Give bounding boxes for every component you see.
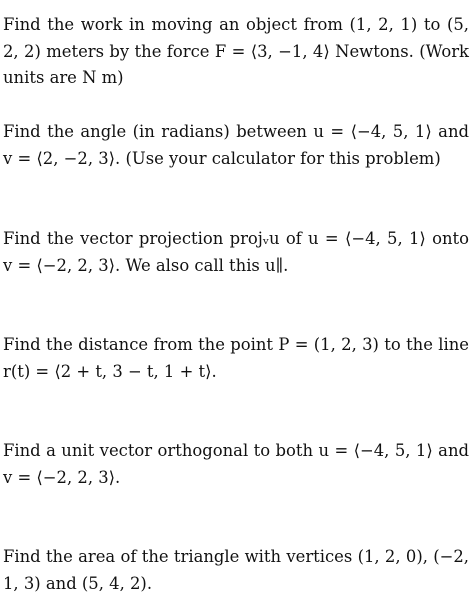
problem-distance: Find the distance from the point P = (1, 2, 3) to the line r(t) = ⟨2 + t, 3 − t, 1 + t⟩. [3, 335, 469, 381]
problem-triangle-area: Find the area of the triangle with vertices (1, 2, 0), (−2, 1, 3) and (5, 4, 2). [3, 547, 469, 593]
problem-projection: Find the vector projection projᵥu of u = ⟨−4, 5, 1⟩ onto v = ⟨−2, 2, 3⟩. We also call this u∥. [3, 229, 469, 275]
problem-work: Find the work in moving an object from (1, 2, 1) to (5, 2, 2) meters by the force F = ⟨3, −1, 4⟩ Newtons. (Work units are N m) [3, 15, 469, 87]
problem-unit-vector: Find a unit vector orthogonal to both u = ⟨−4, 5, 1⟩ and v = ⟨−2, 2, 3⟩. [3, 441, 469, 487]
problem-angle: Find the angle (in radians) between u = ⟨−4, 5, 1⟩ and v = ⟨2, −2, 3⟩. (Use your calculator for this problem) [3, 122, 469, 168]
